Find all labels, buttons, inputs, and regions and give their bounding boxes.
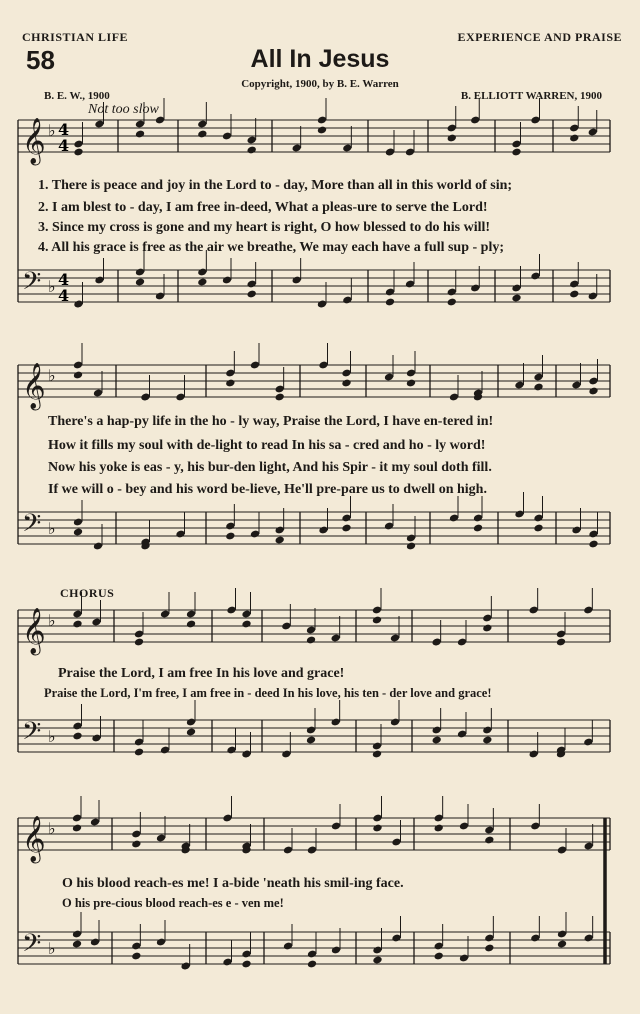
chorus-line-2-alt: O his pre-cious blood reach-es e - ven me! bbox=[62, 896, 284, 910]
system-3-bass-note-head bbox=[482, 736, 492, 745]
system-4-treble-clef-icon: 𝄞 bbox=[22, 816, 46, 862]
system-2-bass-note-head bbox=[275, 536, 285, 545]
system-2-treble-note-head bbox=[406, 379, 416, 388]
verse-2-line-b: How it fills my soul with de-light to read In his sa - cred and ho - ly word! bbox=[48, 438, 486, 453]
system-2-bass-note-head bbox=[533, 524, 543, 533]
system-1-bass-note-head bbox=[247, 290, 257, 299]
system-1-treble-note-head bbox=[73, 148, 83, 157]
system-3-treble-note-head bbox=[134, 638, 144, 647]
system-1-flat-icon: ♭ bbox=[48, 121, 56, 140]
system-4-treble-note-head bbox=[484, 836, 494, 845]
copyright-line: Copyright, 1900, by B. E. Warren bbox=[241, 78, 399, 90]
system-1-treble-note-head bbox=[511, 148, 521, 157]
system-2-treble-note-head bbox=[588, 387, 598, 396]
system-3-flat-icon: ♭ bbox=[48, 611, 56, 630]
tempo-marking: Not too slow bbox=[88, 102, 159, 117]
hymn-title: All In Jesus bbox=[250, 45, 390, 73]
system-3-treble-note-head bbox=[186, 620, 196, 629]
system-2-flat-icon: ♭ bbox=[48, 366, 56, 385]
system-4-treble-note-head bbox=[434, 824, 444, 833]
system-2-treble-clef-icon: 𝄞 bbox=[22, 363, 46, 409]
system-2-flat-icon: ♭ bbox=[48, 519, 56, 538]
system-3-treble-note-head bbox=[241, 620, 251, 629]
system-3-treble-clef-icon: 𝄞 bbox=[22, 608, 46, 654]
system-2-bass-note-head bbox=[341, 524, 351, 533]
time-signature-top: 4 bbox=[58, 120, 70, 139]
system-3-treble-note-head bbox=[372, 616, 382, 625]
system-1-bass-note-head bbox=[197, 278, 207, 287]
system-1-treble-note-head bbox=[135, 130, 145, 139]
system-1-treble-note-head bbox=[569, 134, 579, 143]
system-4-bass-note-head bbox=[484, 944, 494, 953]
system-2-bass-note-head bbox=[473, 524, 483, 533]
system-4-bass-note-head bbox=[131, 952, 141, 961]
chorus-line-1-alt: Praise the Lord, I'm free, I am free in - deed In his love, his ten - der love and grace! bbox=[44, 686, 492, 700]
system-2-treble-note-head bbox=[533, 383, 543, 392]
system-1-flat-icon: ♭ bbox=[48, 277, 56, 296]
system-2-bass-note-head bbox=[73, 528, 83, 537]
system-3-bass-note-head bbox=[432, 736, 442, 745]
hymn-number: 58 bbox=[26, 45, 55, 75]
system-1-treble-clef-icon: 𝄞 bbox=[22, 118, 46, 164]
time-signature-top: 4 bbox=[58, 270, 70, 289]
verse-4-line-a: 4. All his grace is free as the air we breathe, We may each have a full sup - ply; bbox=[38, 240, 504, 255]
system-3-bass-note-head bbox=[72, 732, 82, 741]
chorus-label: CHORUS bbox=[60, 586, 115, 600]
system-4-treble-note-head bbox=[131, 840, 141, 849]
system-3-treble-note-head bbox=[306, 636, 316, 645]
system-3-bass-note-head bbox=[372, 750, 382, 759]
system-4-flat-icon: ♭ bbox=[48, 939, 56, 958]
system-2-bass-note-head bbox=[225, 532, 235, 541]
system-1-treble-note-head bbox=[317, 126, 327, 135]
time-signature-bottom: 4 bbox=[58, 286, 70, 305]
system-3-treble-note-head bbox=[482, 624, 492, 633]
system-2-bass-note-head bbox=[406, 542, 416, 551]
system-4-treble-note-head bbox=[72, 824, 82, 833]
system-1-treble-note-head bbox=[447, 134, 457, 143]
system-3-treble-note-head bbox=[72, 620, 82, 629]
chorus-line-2: O his blood reach-es me! I a-bide 'neath his smil-ing face. bbox=[62, 876, 404, 891]
system-2-treble-note-head bbox=[73, 371, 83, 380]
verse-2-line-a: 2. I am blest to - day, I am free in-deed, What a pleas-ure to serve the Lord! bbox=[38, 200, 488, 215]
verse-3-line-b: Now his yoke is eas - y, his bur-den light, And his Spir - it my soul doth fill. bbox=[48, 460, 492, 475]
system-2-treble-note-head bbox=[275, 393, 285, 402]
system-1-bass-note-head bbox=[447, 298, 457, 307]
chorus-line-1: Praise the Lord, I am free In his love and grace! bbox=[58, 666, 345, 681]
system-2-bass-note-head bbox=[588, 540, 598, 549]
system-4-bass-note-head bbox=[72, 940, 82, 949]
verse-3-line-a: 3. Since my cross is gone and my heart is right, O how blessed to do his will! bbox=[38, 220, 491, 235]
system-1-bass-note-head bbox=[511, 294, 521, 303]
system-4-flat-icon: ♭ bbox=[48, 819, 56, 838]
system-4-treble-note-head bbox=[372, 824, 382, 833]
system-4-bass-note-head bbox=[307, 960, 317, 969]
system-3-bass-note-head bbox=[306, 736, 316, 745]
verse-1-line-a: 1. There is peace and joy in the Lord to - day, More than all in this world of sin; bbox=[38, 178, 513, 193]
music-credit: B. ELLIOTT WARREN, 1900 bbox=[460, 90, 602, 102]
system-4-bass-note-head bbox=[434, 952, 444, 961]
verse-4-line-b: If we will o - bey and his word be-lieve, He'll pre-pare us to dwell on high. bbox=[48, 482, 487, 497]
system-4-bass-note-head bbox=[241, 960, 251, 969]
system-4-bass-note-head bbox=[372, 956, 382, 965]
system-1-bass-note-head bbox=[569, 290, 579, 299]
words-credit: B. E. W., 1900 bbox=[44, 90, 110, 102]
system-3-bass-note-head bbox=[134, 748, 144, 757]
system-1-treble-note-head bbox=[197, 130, 207, 139]
system-3-bass-clef-icon: 𝄢 bbox=[22, 717, 42, 752]
system-1-bass-note-head bbox=[135, 278, 145, 287]
time-signature-bottom: 4 bbox=[58, 136, 70, 155]
system-2-treble-note-head bbox=[225, 379, 235, 388]
system-3-treble-note-head bbox=[556, 638, 566, 647]
system-4-bass-note-head bbox=[557, 940, 567, 949]
system-4-bass-clef-icon: 𝄢 bbox=[22, 929, 42, 964]
system-1-bass-note-head bbox=[385, 298, 395, 307]
section-header-left: CHRISTIAN LIFE bbox=[22, 30, 129, 44]
system-1-treble-note-head bbox=[247, 146, 257, 155]
system-2-bass-clef-icon: 𝄢 bbox=[22, 509, 42, 544]
system-2-treble-note-head bbox=[341, 379, 351, 388]
verse-1-line-b: There's a hap-py life in the ho - ly way, Praise the Lord, I have en-tered in! bbox=[48, 414, 494, 429]
system-3-flat-icon: ♭ bbox=[48, 727, 56, 746]
system-1-bass-clef-icon: 𝄢 bbox=[22, 267, 42, 302]
section-header-right: EXPERIENCE AND PRAISE bbox=[457, 30, 622, 44]
system-3-bass-note-head bbox=[186, 728, 196, 737]
